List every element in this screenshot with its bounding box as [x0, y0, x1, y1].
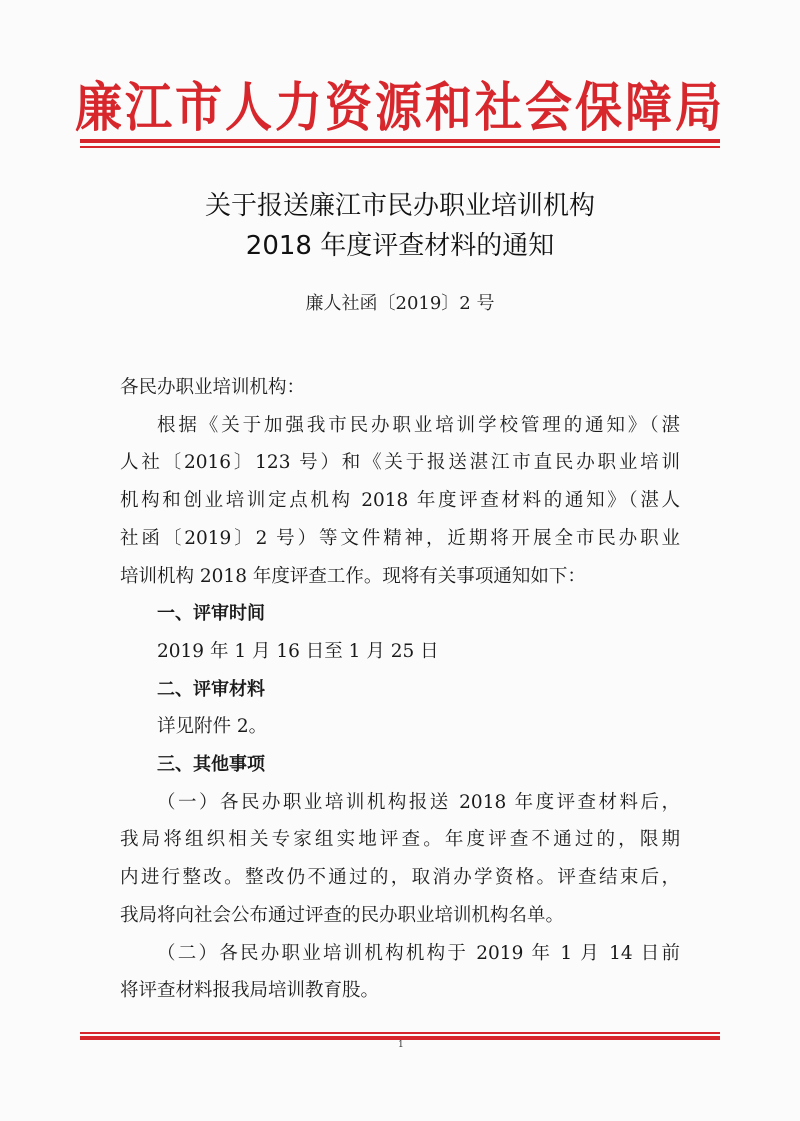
title-line-2: 2018 年度评查材料的通知: [245, 231, 555, 261]
intro-line: 根据《关于加强我市民办职业培训学校管理的通知》（湛: [157, 414, 680, 436]
intro-line: 人社〔2016〕123 号）和《关于报送湛江市直民办职业培训: [120, 452, 680, 474]
document-number: 廉人社函〔2019〕2 号: [305, 293, 495, 314]
other-matters-line: 我局将向社会公布通过评查的民办职业培训机构名单。: [120, 904, 565, 926]
section-heading-other-matters: 三、其他事项: [157, 754, 265, 776]
other-matters-line: （一）各民办职业培训机构报送 2018 年度评查材料后，: [157, 791, 680, 813]
salutation: 各民办职业培训机构：: [120, 377, 306, 398]
section-content-review-time: 2019 年 1 月 16 日至 1 月 25 日: [157, 640, 439, 662]
other-matters-line: 将评查材料报我局培训教育股。: [120, 980, 380, 1002]
issuing-authority-header: 廉江市人力资源和社会保障局: [75, 77, 725, 139]
page-number: 1: [398, 1040, 404, 1050]
document-title: [0, 186, 800, 266]
section-heading-review-time: 一、评审时间: [157, 603, 265, 625]
intro-line: 机构和创业培训定点机构 2018 年度评查材料的通知》（湛人: [120, 490, 680, 512]
intro-line: 社函〔2019〕2 号）等文件精神，近期将开展全市民办职业: [120, 527, 680, 549]
other-matters-line: （二）各民办职业培训机构机构于 2019 年 1 月 14 日前: [157, 942, 680, 964]
section-heading-review-materials: 二、评审材料: [157, 678, 265, 700]
header-red-rule-thick: [80, 139, 720, 143]
footer-red-rule-thin: [80, 1032, 720, 1034]
intro-line: 培训机构 2018 年度评查工作。现将有关事项通知如下：: [120, 565, 586, 587]
title-line-1: 关于报送廉江市民办职业培训机构: [204, 191, 595, 221]
document-body: [120, 369, 680, 1010]
other-matters-line: 内进行整改。整改仍不通过的，取消办学资格。评查结束后，: [120, 867, 680, 889]
section-content-review-materials: 详见附件 2。: [157, 716, 268, 738]
other-matters-line: 我局将组织相关专家组实地评查。年度评查不通过的，限期: [120, 829, 680, 851]
header-red-rule-thin: [80, 146, 720, 148]
